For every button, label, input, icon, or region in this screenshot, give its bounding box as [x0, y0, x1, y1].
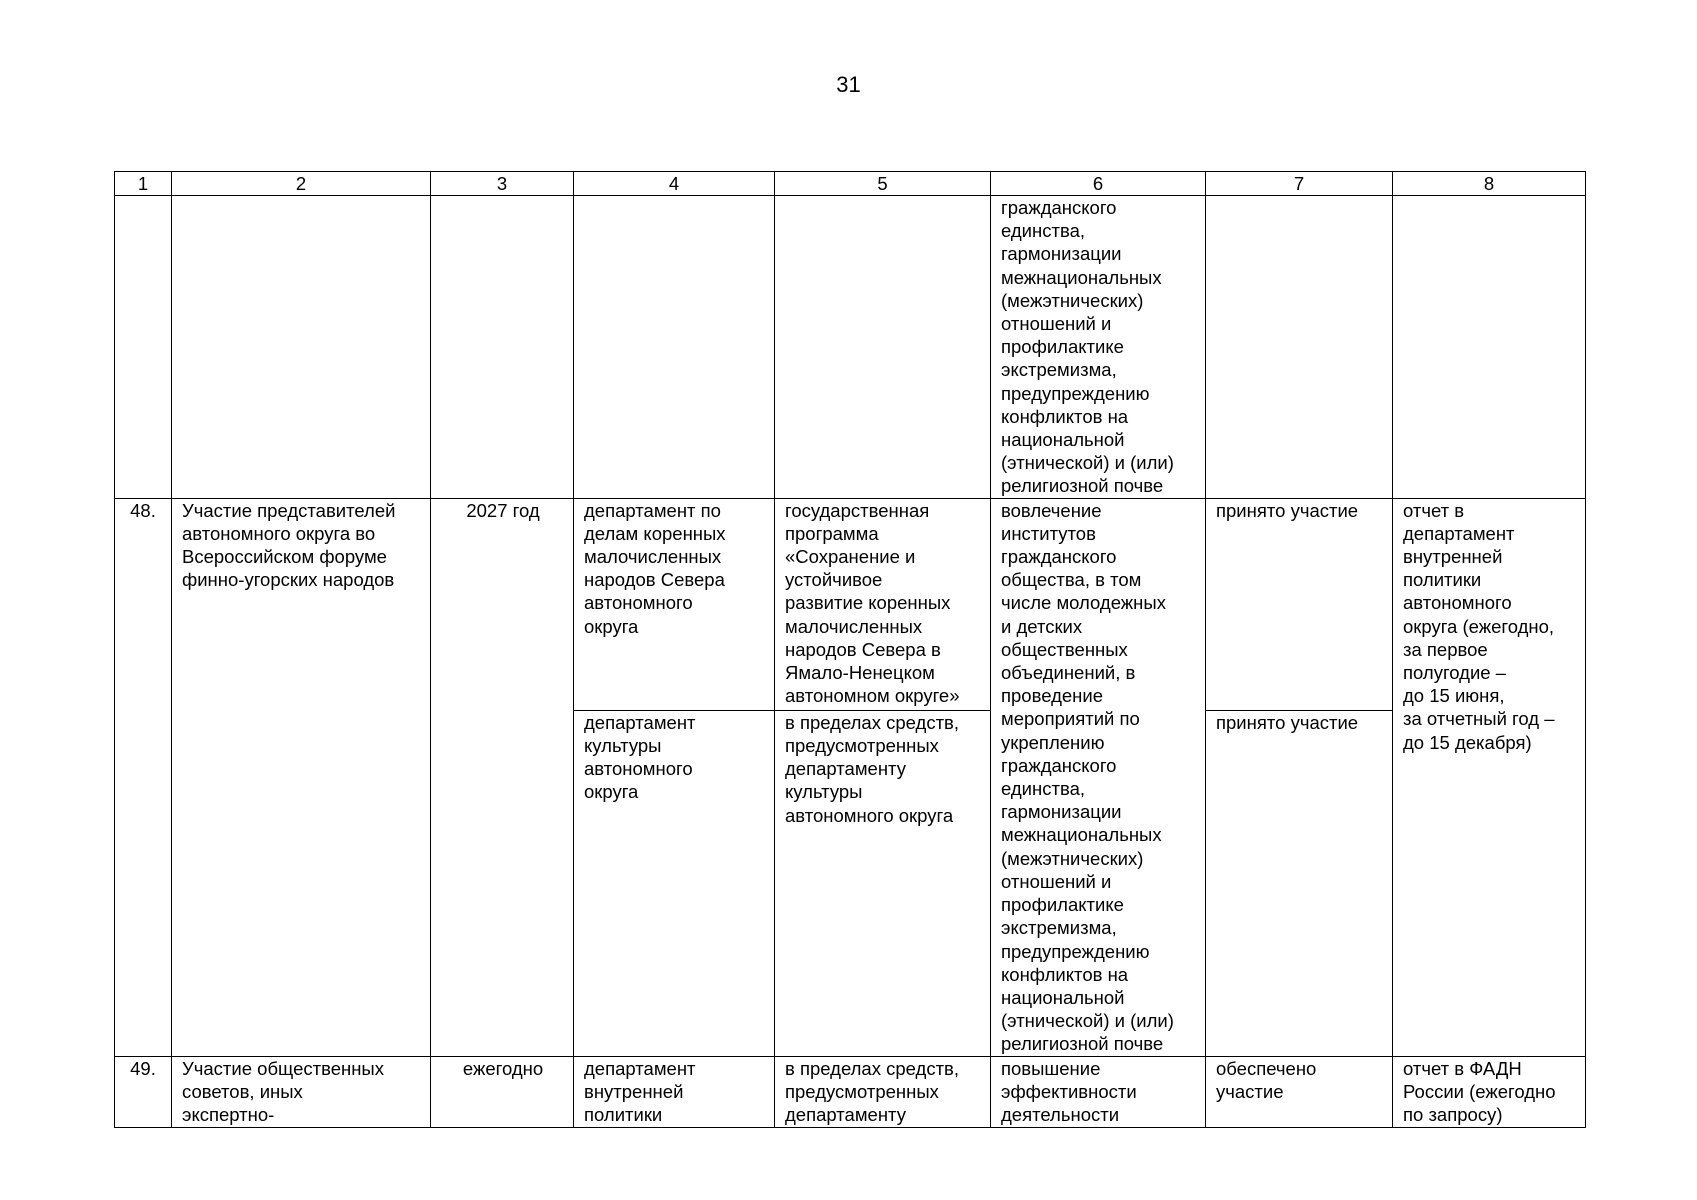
executor-cell: департамент по делам коренных малочисленных народов Севера автономного округа — [574, 498, 775, 710]
result-cell: повышение эффективности деятельности — [991, 1056, 1206, 1127]
indicator-cell: принято участие — [1206, 498, 1393, 710]
measures-table — [114, 171, 1586, 1128]
table-row-continuation — [115, 196, 1586, 499]
funding-source-cell: в пределах средств, предусмотренных департаменту культуры автономного округа — [775, 710, 991, 1056]
column-header: 2 — [172, 172, 431, 196]
table-row-49 — [115, 1056, 1586, 1127]
measure-name-cell: Участие общественных советов, иных экспертно- — [172, 1056, 431, 1127]
executor-cell: департамент культуры автономного округа — [574, 710, 775, 1056]
result-cell: вовлечение институтов гражданского общества, в том числе молодежных и детских общественных объединений, в проведение мероприятий по укреплению гражданского единства, гармонизации межнациональных (межэтнических) отношений и профилактике экстремизма, предупреждению конфликтов на национальной (этнической) и (или) религиозной почве — [991, 498, 1206, 1056]
measure-name-cell: Участие представителей автономного округа во Всероссийском форуме финно-угорских народов — [172, 498, 431, 1056]
column-header: 1 — [115, 172, 172, 196]
column-header: 4 — [574, 172, 775, 196]
report-cell: отчет в ФАДН России (ежегодно по запросу) — [1393, 1056, 1586, 1127]
table-cell — [115, 196, 172, 499]
column-header: 8 — [1393, 172, 1586, 196]
header-row — [115, 172, 1586, 196]
funding-source-cell: государственная программа «Сохранение и устойчивое развитие коренных малочисленных народов Севера в Ямало-Ненецком автономном округе» — [775, 498, 991, 710]
column-header: 3 — [431, 172, 574, 196]
table-cell — [1206, 196, 1393, 499]
term-cell: 2027 год — [431, 498, 574, 1056]
funding-source-cell: в пределах средств, предусмотренных департаменту — [775, 1056, 991, 1127]
table-cell — [574, 196, 775, 499]
column-header: 6 — [991, 172, 1206, 196]
table-cell — [172, 196, 431, 499]
result-cell: гражданского единства, гармонизации межнациональных (межэтнических) отношений и профилактике экстремизма, предупреждению конфликтов на национальной (этнической) и (или) религиозной почве — [991, 196, 1206, 499]
row-number: 48. — [115, 498, 172, 1056]
table-cell — [431, 196, 574, 499]
page-number: 31 — [836, 72, 861, 97]
indicator-cell: обеспечено участие — [1206, 1056, 1393, 1127]
row-number: 49. — [115, 1056, 172, 1127]
indicator-cell: принято участие — [1206, 710, 1393, 1056]
table-cell — [1393, 196, 1586, 499]
table-cell — [775, 196, 991, 499]
column-header: 5 — [775, 172, 991, 196]
report-cell: отчет в департамент внутренней политики автономного округа (ежегодно, за первое полугодие – до 15 июня, за отчетный год – до 15 декабря) — [1393, 498, 1586, 1056]
executor-cell: департамент внутренней политики — [574, 1056, 775, 1127]
table-row-48 — [115, 498, 1586, 710]
term-cell: ежегодно — [431, 1056, 574, 1127]
column-header: 7 — [1206, 172, 1393, 196]
